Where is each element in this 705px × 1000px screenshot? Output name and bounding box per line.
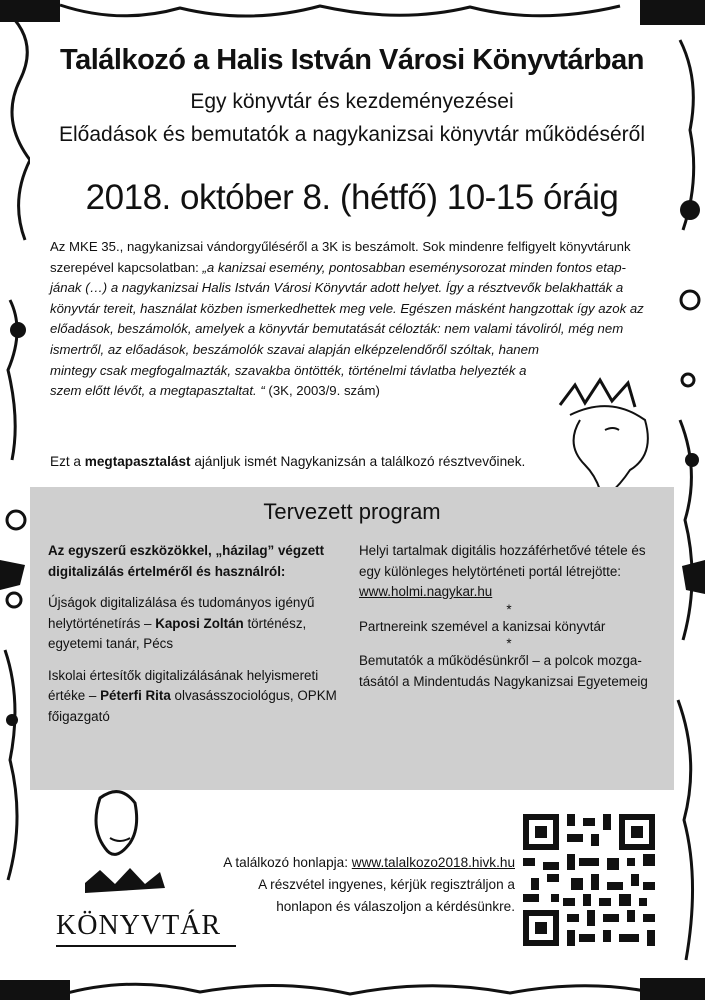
homepage-line: [170, 852, 515, 874]
program-column-left: [48, 541, 353, 738]
poster-title: Találkozó a Halis István Városi Könyvtárban: [60, 44, 644, 76]
intro-quote: „a kanizsai esemény, pontosabban eseménysorozat minden fontos etap-: [202, 259, 626, 275]
program-item: Bemutatók a működésünkről – a polcok mozga-tásától a Mindentudás Nagykanizsai Egyetemeig: [359, 653, 648, 689]
intro-quote: szem előtt lévőt, a megtapasztaltat. “: [50, 383, 265, 399]
program-heading: Tervezett program: [263, 499, 441, 524]
logo-underline: [56, 945, 236, 947]
holmi-link[interactable]: www.holmi.nagykar.hu: [359, 584, 493, 599]
poster-panel: [30, 30, 674, 978]
intro-line: [50, 299, 648, 320]
poster-subtitle: Egy könyvtár és kezdeményezései: [190, 90, 514, 113]
intro-line: [50, 381, 570, 402]
intro-quote: ismertről, az előadások, beszámolók szavai alapján elképzelendőről szóltak, hanem: [50, 341, 539, 357]
intro-line: [50, 340, 570, 361]
intro-quote: előadások, beszámolók, amelyek a könyvtár bemutatását célozták: nem valami távoliról, még nem: [50, 321, 624, 337]
program-item: Partnereink szemével a kanizsai könyvtár: [359, 618, 606, 634]
event-date: 2018. október 8. (hétfő) 10-15 óráig: [85, 178, 619, 217]
intro-quote: mintegy csak megfogalmazták, szavakba öntötték, történelmi távlatba helyezték a: [50, 362, 527, 378]
library-logo: KÖNYVTÁR: [56, 910, 222, 941]
intro-line: [50, 361, 570, 382]
program-item-text: Helyi tartalmak digitális hozzáférhetővé tétele és egy különleges helytörténeti portál létrejötte:: [359, 543, 646, 579]
recommend-text: Ezt a: [50, 454, 85, 469]
intro-quote: jának (…) a nagykanizsai Halis István Városi Könyvtár adott helyet. Így a résztvevők belakhatták a: [50, 280, 624, 296]
program-item: [48, 666, 353, 728]
intro-line: [50, 258, 648, 279]
program-box: [30, 487, 674, 790]
program-item: [48, 593, 353, 655]
homepage-label: A találkozó honlapja:: [223, 855, 352, 870]
poster-subtitle-2: Előadások és bemutatók a nagykanizsai könyvtár működéséről: [59, 123, 645, 146]
speaker-name: Kaposi Zoltán: [155, 615, 244, 631]
speaker-name: Péterfi Rita: [100, 688, 171, 703]
intro-line: Az MKE 35., nagykanizsai vándorgyűléséről a 3K is beszámolt. Sok mindenre felfigyelt könyvtárunk: [50, 239, 631, 254]
recommendation-text: [50, 454, 525, 469]
recommend-text: ajánljuk ismét Nagykanizsán a találkozó résztvevőinek.: [190, 454, 526, 469]
registration-line: honlapon és válaszoljon a kérdésünkre.: [276, 899, 515, 914]
separator-asterisk: *: [506, 636, 512, 651]
character-doodle-icon: [80, 788, 170, 908]
intro-citation: (3K, 2003/9. szám): [264, 383, 380, 399]
program-item-text: Iskolai értesítők digitalizálásának helyismereti értéke –: [48, 667, 319, 703]
intro-quote: könyvtár tereit, használat közben ismerkedhettek meg vele. Egészen másként hangzottak így azok az: [50, 300, 644, 316]
separator-asterisk: *: [506, 601, 512, 617]
speaker-role: olvasásszociológus, OPKM főigazgató: [48, 688, 337, 724]
contact-info: [170, 852, 515, 918]
recommend-emphasis: megtapasztalást: [84, 454, 191, 469]
intro-text: szerepével kapcsolatban:: [50, 259, 203, 275]
program-item-text: Újságok digitalizálása és tudományos igényű helytörténetírás –: [48, 595, 315, 631]
program-left-heading: Az egyszerű eszközökkel, „házilag” végzett digitalizálás értelméről és használról:: [48, 543, 325, 579]
elephant-doodle-icon: [550, 375, 660, 495]
intro-line: [50, 319, 648, 340]
registration-line: A részvétel ingyenes, kérjük regisztráljon a: [258, 877, 515, 892]
intro-line: [50, 278, 648, 299]
homepage-link[interactable]: www.talalkozo2018.hivk.hu: [351, 855, 515, 870]
program-column-right: [359, 541, 659, 703]
intro-paragraph: [50, 237, 644, 402]
program-item: [359, 541, 659, 603]
speaker-role: történész, egyetemi tanár, Pécs: [48, 615, 307, 651]
qr-code-icon[interactable]: [523, 814, 655, 946]
